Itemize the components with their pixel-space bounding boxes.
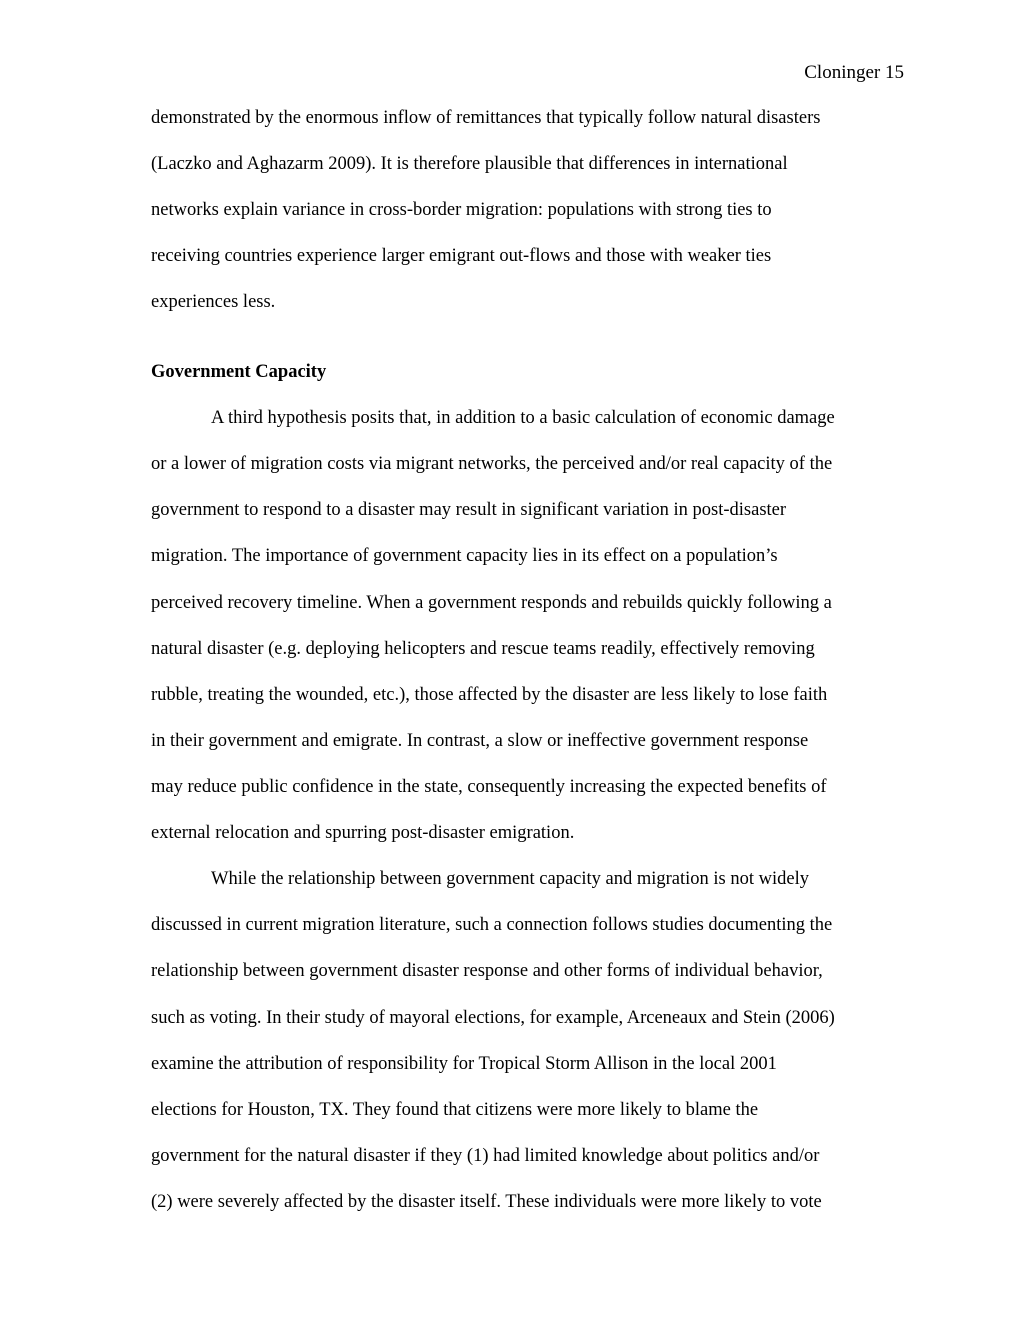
body-line: government for the natural disaster if they (1) had limited knowledge about politics and/or — [151, 1146, 820, 1166]
body-line: rubble, treating the wounded, etc.), those affected by the disaster are less likely to lose faith — [151, 685, 828, 705]
body-line: experiences less. — [151, 292, 276, 312]
body-line: While the relationship between government capacity and migration is not widely — [211, 869, 809, 889]
body-line: migration. The importance of government capacity lies in its effect on a population’s — [151, 546, 778, 566]
body-line: may reduce public confidence in the state, consequently increasing the expected benefits of — [151, 777, 827, 797]
body-line: perceived recovery timeline. When a government responds and rebuilds quickly following a — [151, 593, 832, 613]
body-line: external relocation and spurring post-disaster emigration. — [151, 823, 575, 843]
body-line: government to respond to a disaster may result in significant variation in post-disaster — [151, 500, 787, 520]
running-head: Cloninger 15 — [804, 62, 904, 83]
section-heading: Government Capacity — [151, 362, 327, 382]
body-line: (Laczko and Aghazarm 2009). It is therefore plausible that differences in international — [151, 154, 788, 174]
body-line: demonstrated by the enormous inflow of remittances that typically follow natural disasters — [151, 108, 821, 128]
body-line: relationship between government disaster response and other forms of individual behavior, — [151, 961, 823, 981]
body-line: or a lower of migration costs via migrant networks, the perceived and/or real capacity of the — [151, 454, 833, 474]
body-line: discussed in current migration literature, such a connection follows studies documenting the — [151, 915, 833, 935]
body-line: in their government and emigrate. In contrast, a slow or ineffective government response — [151, 731, 809, 751]
body-line: A third hypothesis posits that, in addition to a basic calculation of economic damage — [211, 408, 835, 428]
body-line: receiving countries experience larger emigrant out-flows and those with weaker ties — [151, 246, 772, 266]
body-line: examine the attribution of responsibility for Tropical Storm Allison in the local 2001 — [151, 1054, 777, 1074]
body-line: such as voting. In their study of mayoral elections, for example, Arceneaux and Stein (2006) — [151, 1008, 835, 1028]
body-line: networks explain variance in cross-border migration: populations with strong ties to — [151, 200, 772, 220]
body-line: natural disaster (e.g. deploying helicopters and rescue teams readily, effectively removing — [151, 639, 815, 659]
body-line: elections for Houston, TX. They found that citizens were more likely to blame the — [151, 1100, 759, 1120]
body-line: (2) were severely affected by the disaster itself. These individuals were more likely to vote — [151, 1192, 822, 1212]
